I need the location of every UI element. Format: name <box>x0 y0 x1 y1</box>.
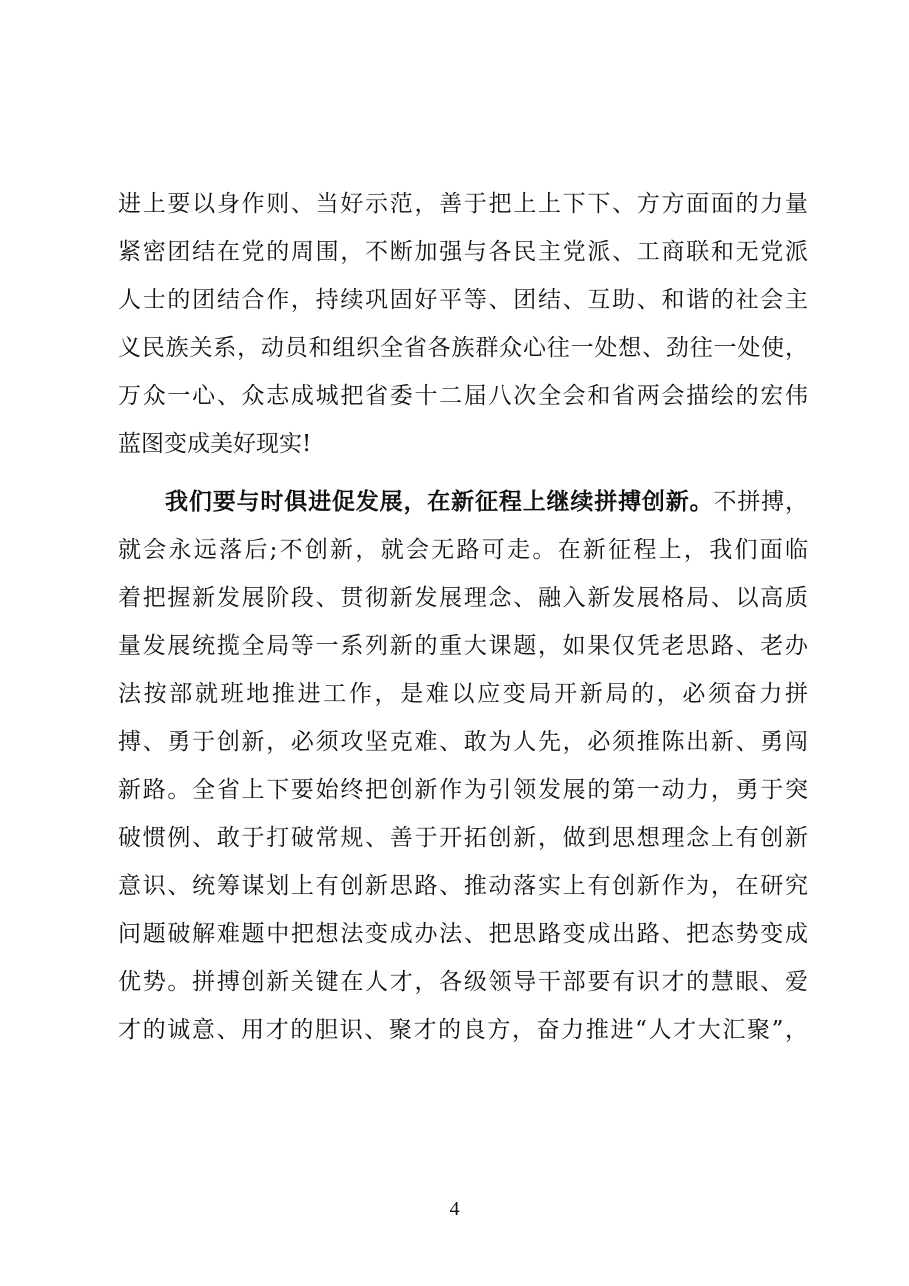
text-line: 破惯例、敢于打破常规、善于开拓创新，做到思想理念上有创新 <box>118 825 808 851</box>
text-line: 优势。拼搏创新关键在人才，各级领导干部要有识才的慧眼、爱 <box>118 969 808 995</box>
text-line: 万众一心、众志成城把省委十二届八次全会和省两会描绘的宏伟 <box>118 383 808 409</box>
text-line: 问题破解难题中把想法变成办法、把思路变成出路、把态势变成 <box>118 921 808 947</box>
text-line: 着把握新发展阶段、贯彻新发展理念、融入新发展格局、以高质 <box>118 585 808 611</box>
text-line: 紧密团结在党的周围，不断加强与各民主党派、工商联和无党派 <box>118 239 808 265</box>
text-line: 人士的团结合作，持续巩固好平等、团结、互助、和谐的社会主 <box>118 287 808 313</box>
text-line: 进上要以身作则、当好示范，善于把上上下下、方方面面的力量 <box>118 191 808 217</box>
text-line: 就会永远落后;不创新，就会无路可走。在新征程上，我们面临 <box>118 537 808 563</box>
paragraph-heading: 我们要与时俱进促发展，在新征程上继续拼搏创新。 <box>165 488 714 515</box>
paragraph-lead-line <box>165 484 808 520</box>
text-line: 搏、勇于创新，必须攻坚克难、敢为人先，必须推陈出新、勇闯 <box>118 729 808 755</box>
text-line: 意识、统筹谋划上有创新思路、推动落实上有创新作为，在研究 <box>118 873 808 899</box>
text-line: 量发展统揽全局等一系列新的重大课题，如果仅凭老思路、老办 <box>118 633 808 659</box>
text-line: 蓝图变成美好现实! <box>118 431 312 457</box>
text-line: 才的诚意、用才的胆识、聚才的良方，奋力推进“人才大汇聚”， <box>118 1017 808 1043</box>
text-line: 法按部就班地推进工作，是难以应变局开新局的，必须奋力拼 <box>118 681 808 707</box>
text-line: 义民族关系，动员和组织全省各族群众心往一处想、劲往一处使， <box>118 335 808 361</box>
text-line: 新路。全省上下要始终把创新作为引领发展的第一动力，勇于突 <box>118 777 808 803</box>
page-number: 4 <box>449 1198 460 1220</box>
paragraph-lead-text: 不拼搏， <box>713 489 809 515</box>
